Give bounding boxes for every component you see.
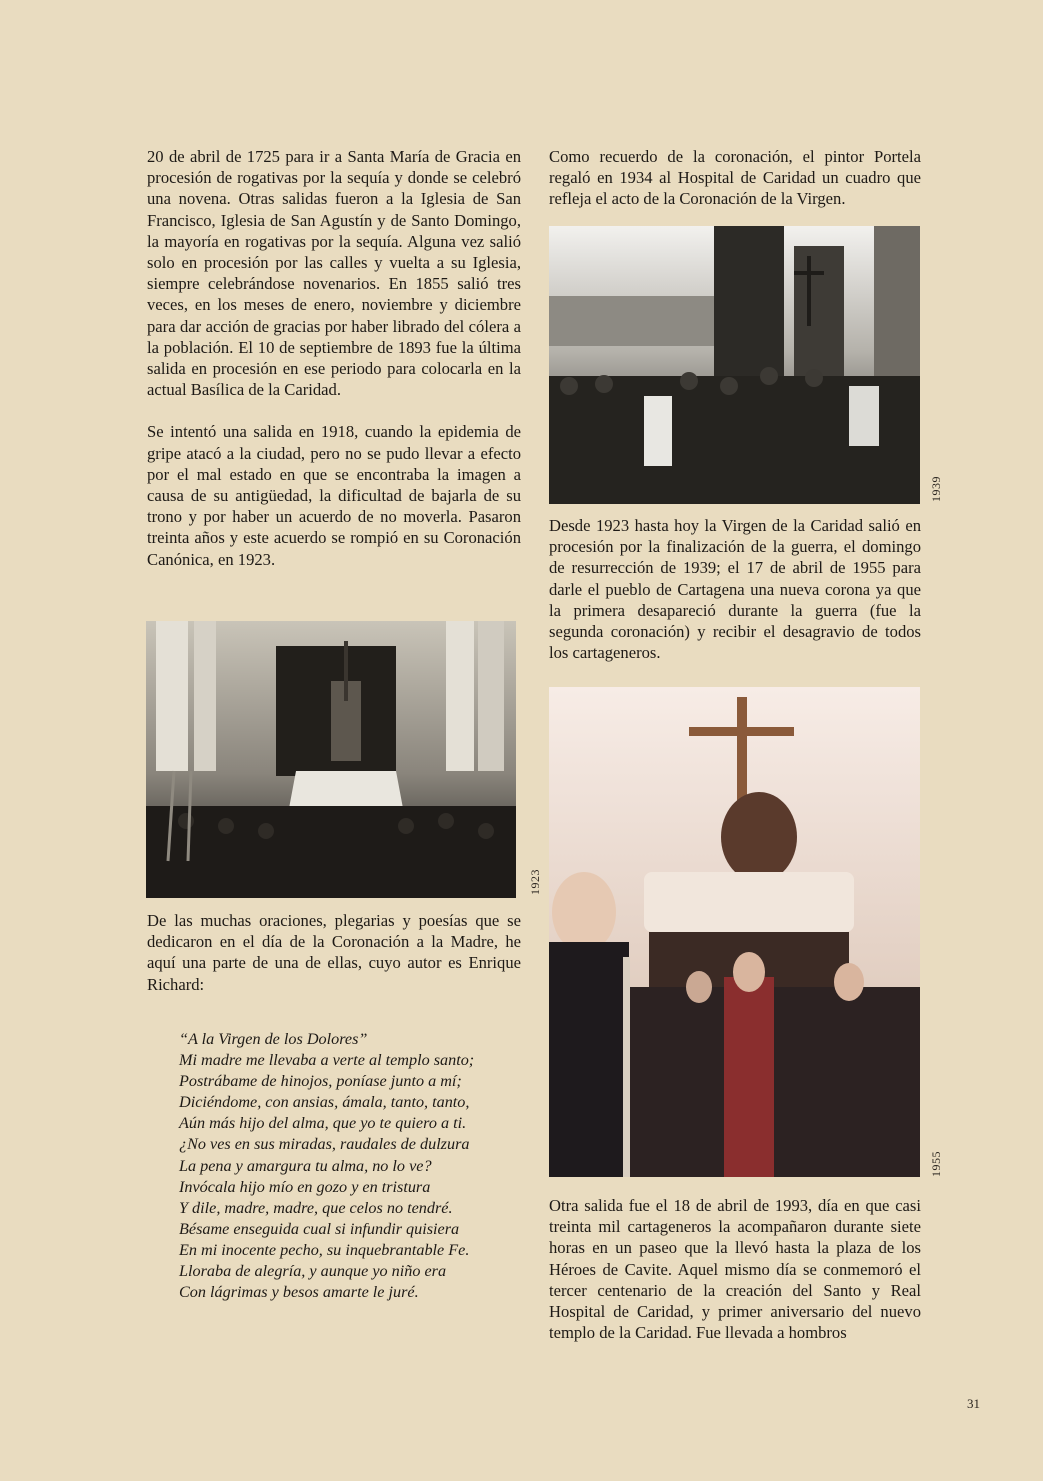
paragraph-history-processions: 20 de abril de 1725 para ir a Santa María de Gracia en procesión de rogativas por la sequía y donde se celebró una novena. Otras salidas fueron a la Iglesia de San Francisco, Iglesia de San Agustín y de Santo Domingo, la mayoría en rogativas por la sequía. Alguna vez salió solo en procesión por las calles y vuelta a su Iglesia, siempre celebrándose novenarios. En 1855 salió tres veces, en los meses de enero, noviembre y diciembre para dar acción de gracias por haber librado del cólera a la población. El 10 de septiembre de 1893 fue la última salida en procesión en ese periodo para colocarla en la actual Basílica de la Caridad. — [147, 147, 521, 400]
poem-line: ¿No ves en sus miradas, raudales de dulzura — [179, 1135, 470, 1154]
poem-line: Invócala hijo mío en gozo y en tristura — [179, 1177, 431, 1196]
page-number: 31 — [967, 1396, 980, 1411]
paragraph-1993-outing: Otra salida fue el 18 de abril de 1993, día en que casi treinta mil cartageneros la acompañaron durante siete horas en un paseo que la llevó hasta la plaza de los Héroes de Cavite. Aquel mismo día se conmemoró el tercer centenario de la creación del Santo y Real Hospital de Caridad, y primer aniversario del nuevo templo de la Caridad. Fue llevada a hombros — [549, 1196, 921, 1343]
photo-1955-year: 1955 — [929, 1151, 943, 1177]
photo-1939-year: 1939 — [929, 476, 943, 502]
photo-1923-year: 1923 — [528, 869, 542, 895]
poem-line: Diciéndome, con ansias, ámala, tanto, tanto, — [179, 1093, 470, 1112]
poem-line: La pena y amargura tu alma, no lo ve? — [179, 1156, 432, 1175]
photo-1923-procession — [146, 621, 516, 898]
poem-line: Mi madre me llevaba a verte al templo santo; — [179, 1051, 475, 1070]
poem-line: Con lágrimas y besos amarte le juré. — [179, 1283, 419, 1302]
photo-1955-procession — [549, 687, 920, 1177]
poem-line: En mi inocente pecho, su inquebrantable Fe. — [179, 1240, 470, 1259]
poem-line: Y dile, madre, madre, que celos no tendré. — [179, 1198, 453, 1217]
photo-1939-procession — [549, 226, 920, 504]
poem-line: Bésame enseguida cual si infundir quisiera — [179, 1219, 460, 1238]
paragraph-processions-since-1923: Desde 1923 hasta hoy la Virgen de la Caridad salió en procesión por la finalización de la guerra, el domingo de resurrección de 1939; el 17 de abril de 1955 para darle el pueblo de Cartagena una nueva corona ya que la primera desapareció durante la guerra (fue la segunda coronación) y recibir el desagravio de todos los cartageneros. — [549, 516, 921, 663]
poem-title: “A la Virgen de los Dolores” — [179, 1030, 368, 1048]
paragraph-1918-attempt: Se intentó una salida en 1918, cuando la epidemia de gripe atacó a la ciudad, pero no se pudo llevar a efecto por el mal estado en que se encontraba la imagen a causa de su antigüedad, la dificultad de bajarla de su trono y por haber un acuerdo de no moverla. Pasaron treinta años y este acuerdo se rompió en su Coronación Canónica, en 1923. — [147, 422, 521, 569]
poem — [179, 1029, 519, 1303]
poem-line: Lloraba de alegría, y aunque yo niño era — [179, 1262, 447, 1281]
poem-line: Aún más hijo del alma, que yo te quiero a ti. — [179, 1114, 467, 1133]
poem-line: Postrábame de hinojos, poníase junto a mí; — [179, 1072, 462, 1091]
paragraph-portela-painting: Como recuerdo de la coronación, el pintor Portela regaló en 1934 al Hospital de Caridad un cuadro que refleja el acto de la Coronación de la Virgen. — [549, 147, 921, 209]
left-column — [147, 146, 521, 570]
paragraph-coronation-poems: De las muchas oraciones, plegarias y poesías que se dedicaron en el día de la Coronación a la Madre, he aquí una parte de una de ellas, cuyo autor es Enrique Richard: — [147, 911, 521, 994]
